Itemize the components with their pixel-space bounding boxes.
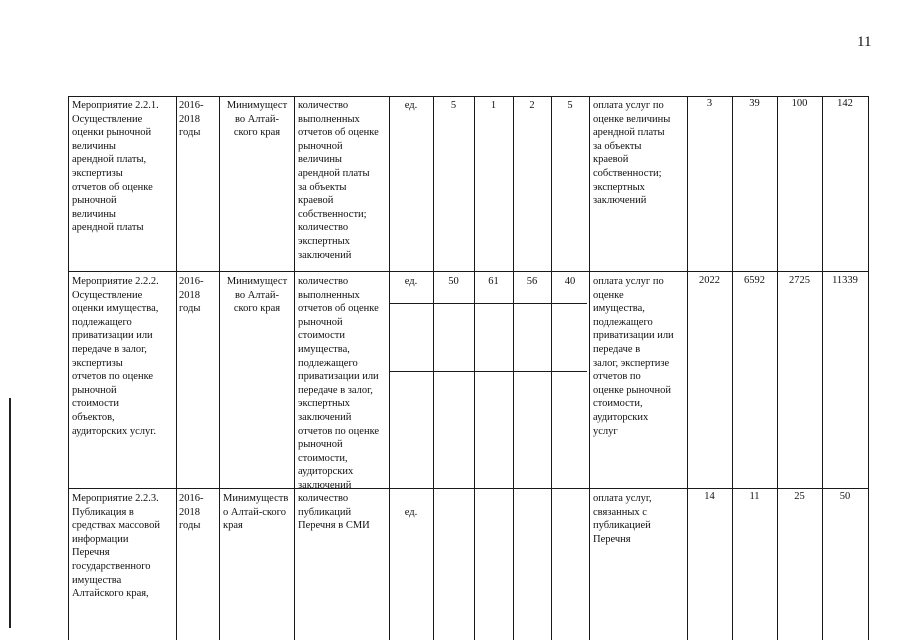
value-cell: 40	[564, 276, 576, 287]
margin-rule	[9, 398, 11, 628]
measure-cell: Мероприятие 2.2.2. Осуществление оценки имущества, подлежащего приватизации или передаче в залог, экспертизы отчетов по оценке рыночной стоимости объектов, аудиторских услуг.	[72, 276, 159, 437]
finance-cell: 100	[791, 98, 808, 109]
grid-line	[474, 96, 475, 640]
program-table	[68, 96, 869, 640]
value-cell: 50	[448, 276, 459, 287]
finance-cell: 6592	[744, 275, 765, 286]
grid-line	[551, 96, 552, 640]
executor-cell: Минимущест во Алтай- ского края	[226, 276, 288, 315]
indicator-cell: количество публикаций Перечня в СМИ	[298, 493, 370, 532]
grid-line	[68, 271, 869, 272]
indicator-cell: количество выполненных отчетов об оценке рыночной стоимости имущества, подлежащего приватизации или передаче в залог, экспертных заключений отчетов по оценке рыночной стоимости, аудиторских заключений	[298, 276, 380, 491]
grid-line	[389, 371, 587, 372]
unit-cell: ед.	[404, 276, 418, 287]
measure-cell: Мероприятие 2.2.3. Публикация в средствах массовой информации Перечня государственного имущества Алтайского края,	[72, 493, 160, 600]
period-cell: 2016- 2018 годы	[179, 493, 204, 532]
grid-line	[513, 96, 514, 640]
grid-line	[868, 96, 869, 640]
grid-line	[68, 96, 69, 640]
page-number: 11	[857, 34, 872, 50]
grid-line	[687, 96, 688, 640]
value-cell: 1	[490, 100, 497, 111]
measure-cell: Мероприятие 2.2.1. Осуществление оценки рыночной величины арендной платы, экспертизы отчетов об оценке рыночной величины арендной платы	[72, 100, 159, 234]
grid-line	[589, 96, 590, 640]
grid-line	[294, 96, 295, 640]
grid-line	[732, 96, 733, 640]
grid-line	[389, 96, 390, 640]
expense-cell: оплата услуг, связанных с публикацией Перечня	[593, 493, 652, 545]
finance-cell: 2022	[699, 275, 720, 286]
period-cell: 2016- 2018 годы	[179, 100, 204, 139]
finance-cell: 3	[706, 98, 713, 109]
grid-line	[777, 96, 778, 640]
value-cell: 2	[529, 100, 535, 111]
value-cell: 5	[567, 100, 573, 111]
grid-line	[433, 96, 434, 640]
unit-cell: ед.	[404, 507, 418, 518]
finance-cell: 50	[839, 491, 851, 502]
grid-line	[176, 96, 177, 640]
unit-cell: ед.	[404, 100, 418, 111]
expense-cell: оплата услуг по оценке имущества, подлежащего приватизации или передаче в залог, экспертизе отчетов по оценке рыночной стоимости, аудиторских услуг	[593, 276, 674, 437]
grid-line	[389, 303, 587, 304]
executor-cell: Минимущест во Алтай- ского края	[226, 100, 288, 139]
value-cell: 5	[450, 100, 457, 111]
finance-cell: 142	[837, 98, 853, 109]
finance-cell: 11	[749, 491, 760, 502]
finance-cell: 39	[749, 98, 760, 109]
grid-line	[219, 96, 220, 640]
indicator-cell: количество выполненных отчетов об оценке рыночной величины арендной платы за объекты краевой собственности; количество экспертных заключений	[298, 100, 379, 261]
value-cell: 56	[526, 276, 538, 287]
expense-cell: оплата услуг по оценке величины арендной платы за объекты краевой собственности; экспертных заключений	[593, 100, 671, 207]
finance-cell: 11339	[832, 275, 858, 286]
grid-line	[68, 488, 869, 489]
value-cell: 61	[488, 276, 499, 287]
executor-cell: Минимуществ о Алтай-ского края	[223, 493, 289, 532]
finance-cell: 2725	[789, 275, 810, 286]
finance-cell: 14	[704, 491, 715, 502]
period-cell: 2016- 2018 годы	[179, 276, 204, 315]
grid-line	[822, 96, 823, 640]
finance-cell: 25	[794, 491, 805, 502]
